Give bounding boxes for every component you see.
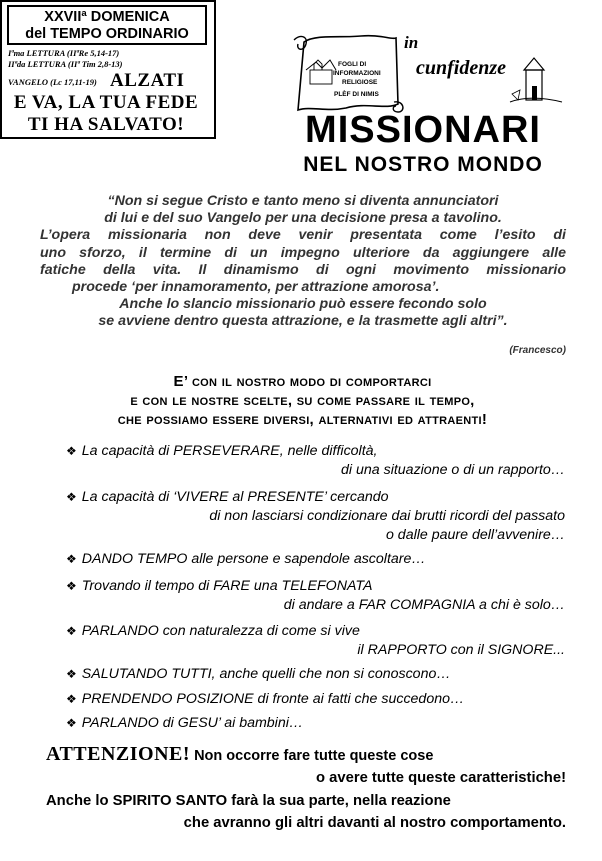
scroll-line4: PLÈF DI NIMIS	[334, 91, 379, 98]
sunday-title-line2: del TEMPO ORDINARIO	[25, 26, 189, 42]
quote-line: Anche lo slancio missionario può essere fecondo solo	[119, 296, 487, 313]
diamond-bullet-icon: ❖	[66, 490, 77, 504]
quote-line: L’opera missionaria non deve venir presentata come l’esito di	[40, 227, 566, 244]
list-item: ❖ Trovando il tempo di FARE una TELEFONATA	[66, 578, 373, 594]
list-item-continuation: di non lasciarsi condizionare dai brutti ricordi del passato	[209, 508, 565, 524]
list-item-continuation: o dalle paure dell’avvenire…	[385, 527, 565, 543]
diamond-bullet-icon: ❖	[66, 692, 77, 706]
motto-line1: ALZATI	[110, 70, 185, 91]
attention-text-line1: Non occorre fare tutte queste cose	[194, 748, 434, 764]
quote-line: “Non si segue Cristo e tanto meno si diventa annunciatori	[107, 193, 499, 209]
motto-line3: TI HA SALVATO!	[27, 114, 185, 135]
quote-line: di lui e del suo Vangelo per una decisione presa a tavolino.	[104, 210, 502, 227]
logo-cunfidenze: cunfidenze	[416, 57, 506, 79]
diamond-bullet-icon: ❖	[66, 624, 77, 638]
attention-text-line3: Anche lo SPIRITO SANTO farà la sua parte, nella reazione	[46, 793, 451, 809]
gospel-motto	[0, 70, 212, 136]
motto-line2: E VA, LA TUA FEDE	[13, 92, 199, 113]
scroll-line1: FOGLI DI	[338, 61, 367, 68]
list-item: ❖ La capacità di ‘VIVERE al PRESENTE’ cercando	[66, 489, 389, 505]
logo-in: in	[404, 33, 419, 52]
pope-quote	[40, 193, 566, 331]
quote-line: se avviene dentro questa attrazione, e la trasmette agli altri”.	[98, 313, 508, 330]
heading-line1: E’ con il nostro modo di comportarci	[173, 373, 432, 390]
list-item: ❖ PRENDENDO POSIZIONE di fronte ai fatti che succedono…	[66, 691, 465, 707]
attention-text-line4: che avranno gli altri davanti al nostro comportamento.	[183, 815, 566, 831]
scroll-line2: INFORMAZIONI	[333, 70, 381, 77]
diamond-bullet-icon: ❖	[66, 444, 77, 458]
list-item-continuation: di una situazione o di un rapporto…	[341, 462, 565, 478]
gospel-reference: VANGELO (Lc 17,11-19)	[8, 77, 97, 87]
heading-line2: e con le nostre scelte, su come passare il tempo,	[130, 392, 475, 409]
list-item: ❖ PARLANDO con naturalezza di come si vive	[66, 623, 360, 639]
sunday-title-line1: XXVIIª DOMENICA	[44, 9, 170, 25]
main-title: MISSIONARI	[305, 109, 541, 151]
list-item: ❖ PARLANDO di GESU’ ai bambini…	[66, 715, 304, 731]
diamond-bullet-icon: ❖	[66, 667, 77, 681]
sunday-title-banner	[7, 5, 207, 45]
diamond-bullet-icon: ❖	[66, 716, 77, 730]
list-item: ❖ SALUTANDO TUTTI, anche quelli che non si conoscono…	[66, 666, 451, 682]
list-item-continuation: il RAPPORTO con il SIGNORE...	[357, 642, 565, 658]
list-item-continuation: di andare a FAR COMPAGNIA a chi è solo…	[283, 597, 565, 613]
list-item: ❖ La capacità di PERSEVERARE, nelle difficoltà,	[66, 443, 378, 459]
quote-line: procede ‘per innamoramento, per attrazione amorosa’.	[72, 279, 440, 296]
second-reading: IIªda LETTURA (IIª Tim 2,8-13)	[8, 59, 123, 69]
attention-text-line2: o avere tutte queste caratteristiche!	[316, 770, 566, 786]
diamond-bullet-icon: ❖	[66, 552, 77, 566]
sunday-info-box	[0, 0, 216, 139]
attention-word: ATTENZIONE!	[46, 743, 191, 765]
behavior-heading	[30, 372, 575, 429]
quote-author: (Francesco)	[509, 345, 566, 356]
diamond-bullet-icon: ❖	[66, 579, 77, 593]
quote-line: fatiche della vita. Il dinamismo di ogni movimento missionario	[40, 261, 566, 278]
attention-line	[46, 743, 566, 766]
quote-line: uno sforzo, il termine di un impegno ulteriore da aggiungere alle	[40, 244, 566, 261]
logo-scroll-icon	[286, 30, 566, 115]
sub-title: NEL NOSTRO MONDO	[303, 153, 543, 176]
scroll-line3: RELIGIOSE	[342, 79, 378, 86]
first-reading: Iªma LETTURA (IIªRe 5,14-17)	[8, 48, 120, 58]
list-item: ❖ DANDO TEMPO alle persone e sapendole ascoltare…	[66, 551, 426, 567]
heading-line3: che possiamo essere diversi, alternativi ed attraenti!	[117, 411, 488, 428]
in-cunfidenze-logo	[286, 30, 566, 115]
